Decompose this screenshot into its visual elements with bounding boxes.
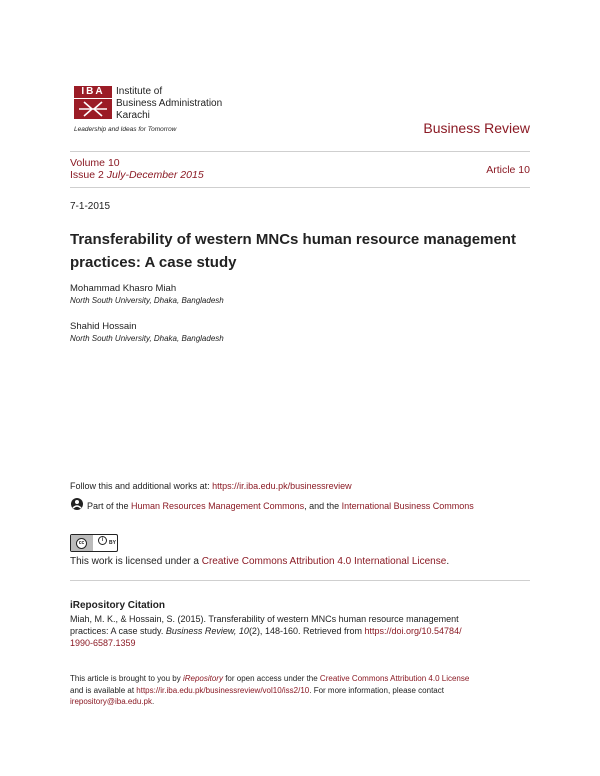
doi-link[interactable]: https://doi.org/10.54784/ (364, 626, 462, 636)
author-affiliation: North South University, Dhaka, Bangladesh (70, 334, 224, 343)
citation-text: Miah, M. K., & Hossain, S. (2015). Transferability of western MNCs human resource management practices: A case study. Business Review, 10(2), 148-160. Retrieved from https://doi.org/10.54784/ 1990-6587.1359 (70, 613, 530, 649)
logo-letters: IBA (74, 86, 112, 98)
network-icon (70, 497, 84, 511)
issue-info (70, 157, 204, 181)
part-of-line: Part of the Human Resources Management Commons, and the International Business Commons (87, 501, 474, 511)
issue-link[interactable]: Issue 2 July-December 2015 (70, 169, 204, 181)
cc-icon: cc (76, 538, 87, 549)
institute-name: Institute of Business Administration Karachi (116, 86, 223, 121)
publication-date: 7-1-2015 (70, 201, 111, 212)
citation-heading: iRepository Citation (70, 600, 166, 611)
iba-logo (74, 86, 112, 119)
author-name: Mohammad Khasro Miah (70, 283, 177, 294)
license-link[interactable]: Creative Commons Attribution 4.0 International License (201, 556, 447, 567)
contact-email-link[interactable]: irepository@iba.edu.pk (70, 697, 152, 706)
doi-link-cont[interactable]: 1990-6587.1359 (70, 638, 136, 648)
person-icon: i (98, 536, 107, 545)
journal-title[interactable]: Business Review (423, 120, 530, 136)
follow-link[interactable]: https://ir.iba.edu.pk/businessreview (212, 481, 352, 491)
divider (70, 151, 530, 152)
logo-emblem (74, 99, 112, 119)
author-name: Shahid Hossain (70, 321, 137, 332)
author-affiliation: North South University, Dhaka, Bangladesh (70, 296, 224, 305)
intl-business-commons-link[interactable]: International Business Commons (341, 501, 474, 511)
volume-link[interactable]: Volume 10 (70, 157, 120, 169)
paper-title: Transferability of western MNCs human resource management practices: A case study (70, 231, 516, 271)
follow-line: Follow this and additional works at: https://ir.iba.edu.pk/businessreview (70, 481, 352, 491)
footer-note: This article is brought to you by iRepository for open access under the Creative Commons Attribution 4.0 License and is available at https://ir.iba.edu.pk/businessreview/vol10/iss2/10. For more information, please contact irepository@iba.edu.pk. (70, 674, 470, 706)
cc-by-badge[interactable]: cc i BY (70, 534, 118, 552)
footer-license-link[interactable]: Creative Commons Attribution 4.0 License (319, 674, 470, 683)
author-block-2 (70, 320, 224, 345)
divider (70, 580, 530, 581)
repository-link[interactable]: iRepository (182, 674, 223, 683)
article-url-link[interactable]: https://ir.iba.edu.pk/businessreview/vol10/iss2/10 (136, 685, 310, 695)
license-line: This work is licensed under a Creative Commons Attribution 4.0 International License. (70, 556, 450, 567)
divider (70, 187, 530, 188)
logo-tagline: Leadership and Ideas for Tomorrow (74, 126, 177, 133)
hr-commons-link[interactable]: Human Resources Management Commons (131, 501, 305, 511)
author-block-1 (70, 282, 224, 307)
article-number[interactable]: Article 10 (486, 164, 530, 176)
